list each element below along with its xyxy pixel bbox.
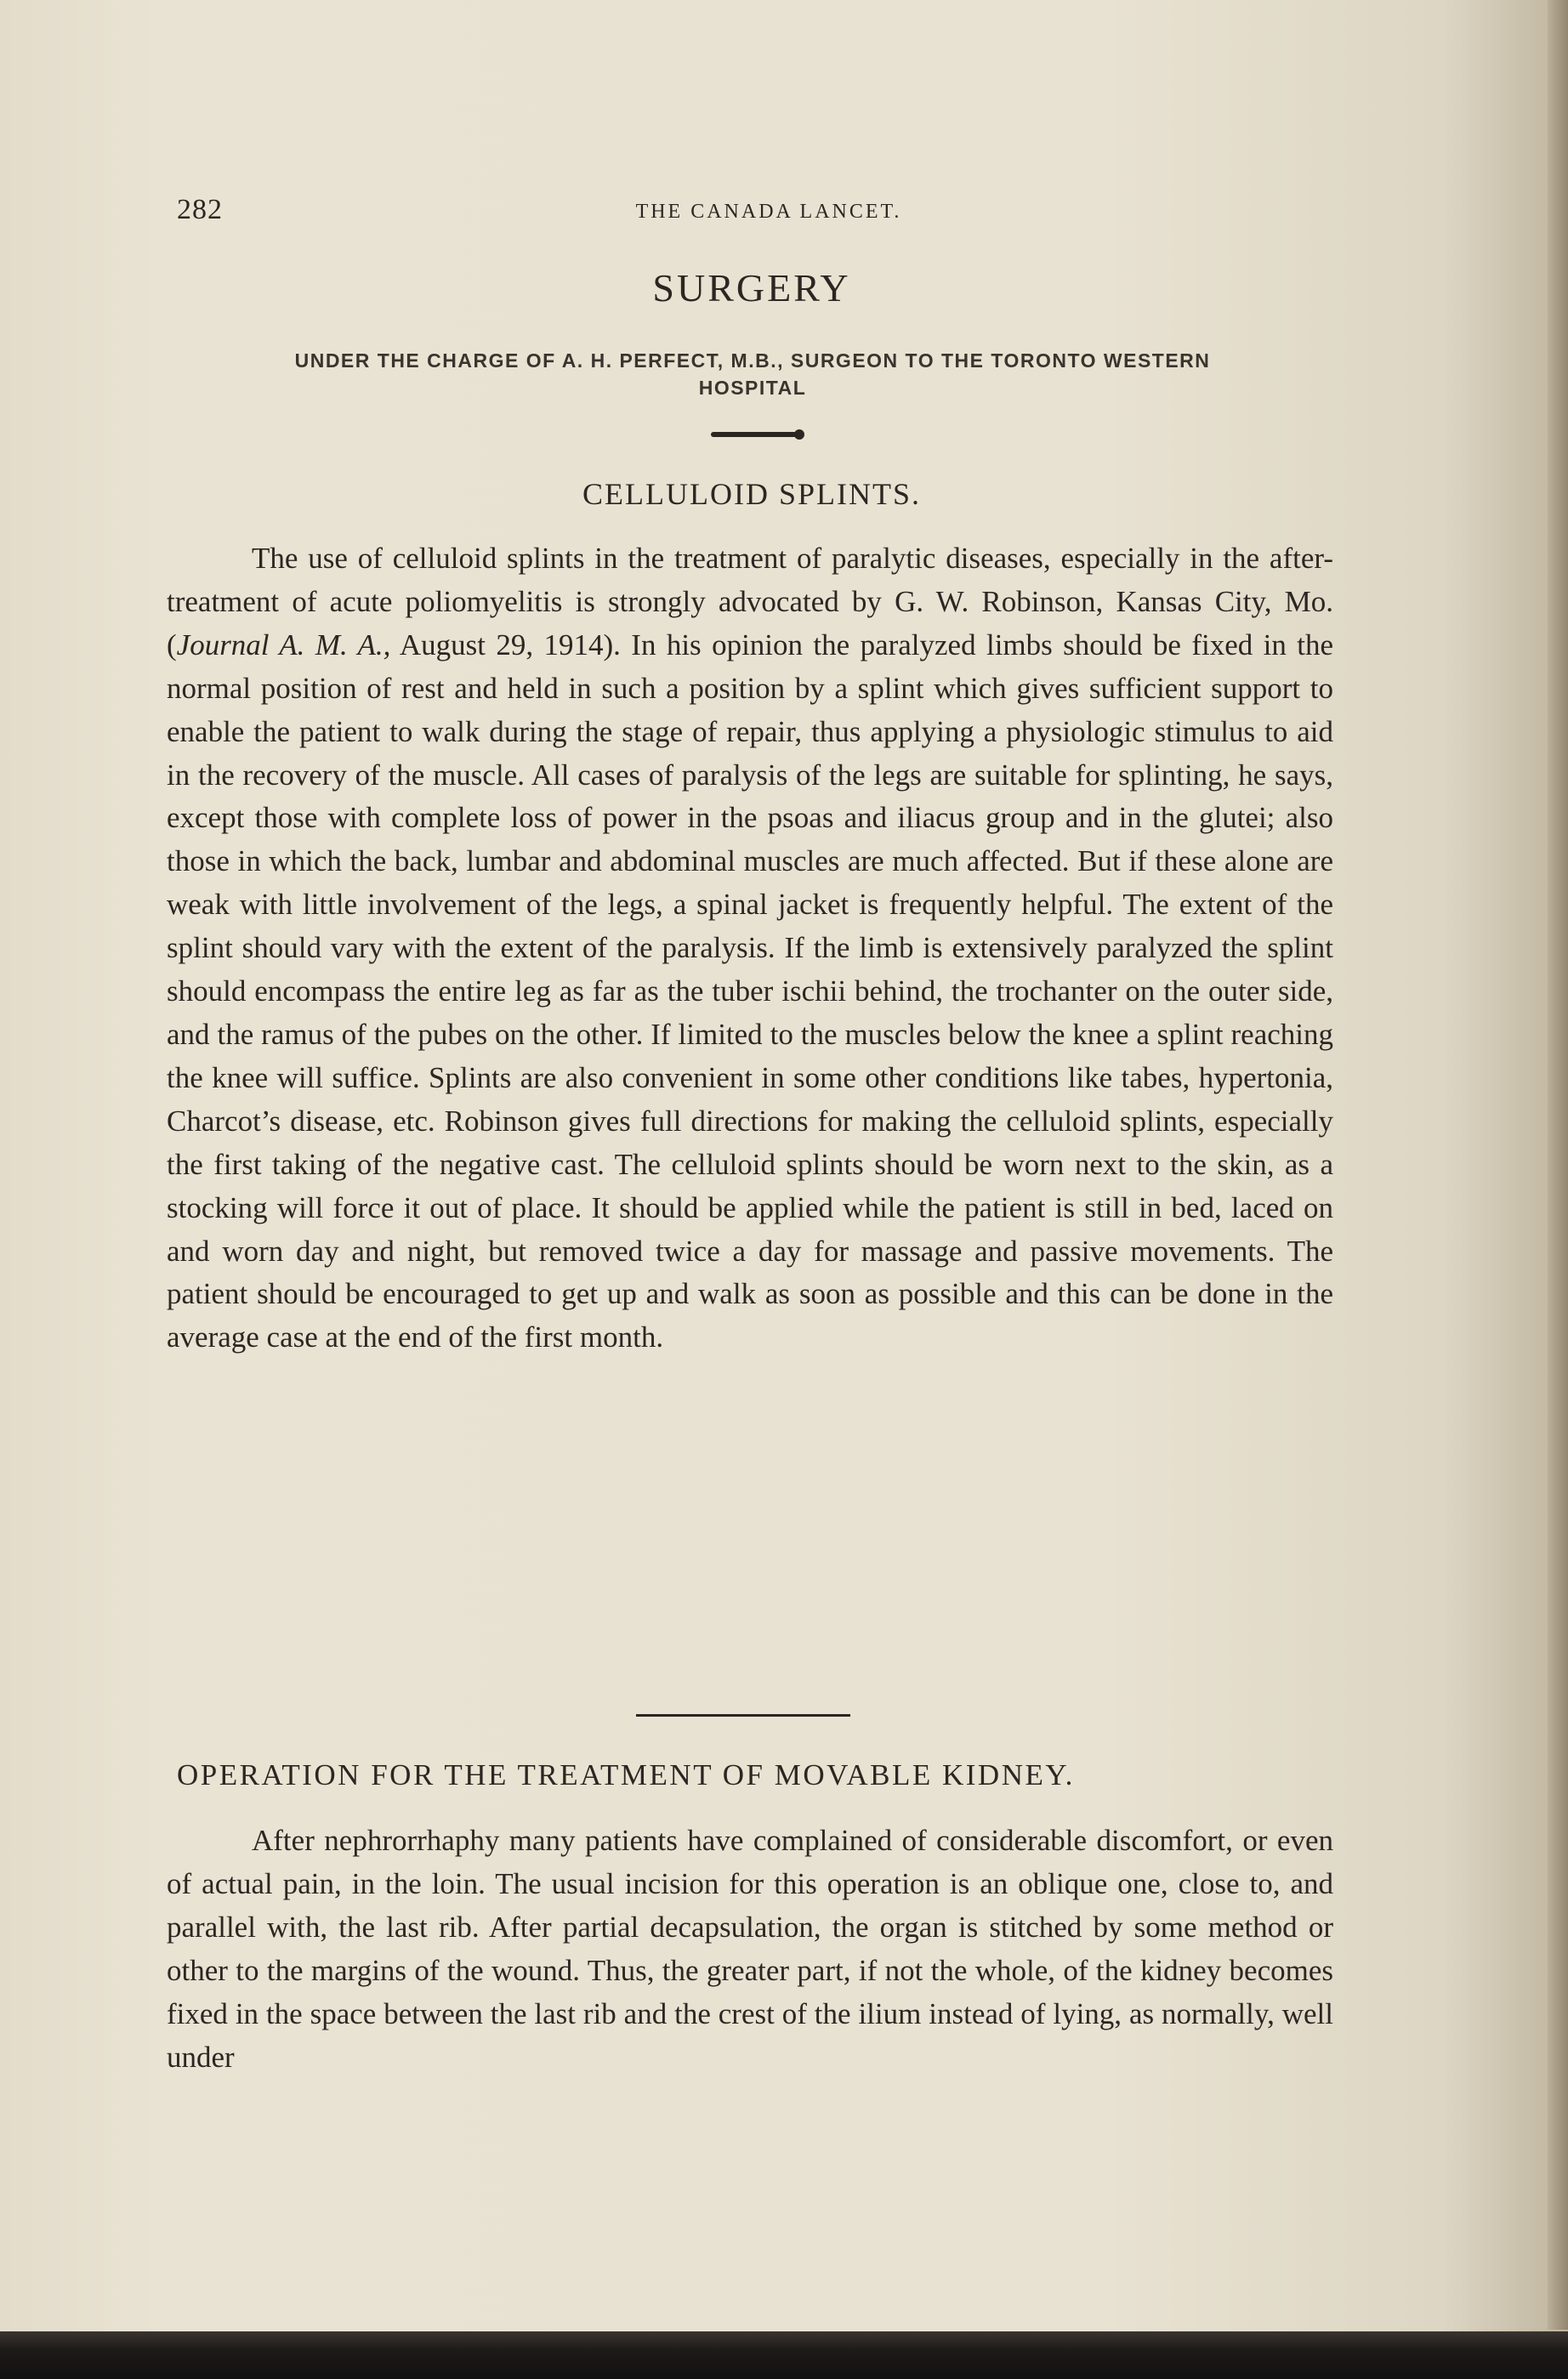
journal-citation: Journal A. M. A., bbox=[176, 627, 391, 661]
page-edge-shadow bbox=[1548, 0, 1568, 2330]
paragraph-text-part: August 29, 1914). In his opinion the paralyzed limbs should be fixed in the normal position of rest and held in such a position by a splint which gives sufficient support to enable the patient to walk during the stage of repair, thus applying a physiologic stimulus to aid in the recovery of the muscle. All cases of paralysis of the legs are suitable for splinting, he says, except those with complete loss of power in the psoas and iliacus group and in the glutei; also those in which the back, lumbar and abdominal muscles are much affected. But if these alone are weak with little involvement of the legs, a spinal jacket is frequently helpful. The extent of the splint should vary with the extent of the paralysis. If the limb is extensively paralyzed the splint should encompass the entire leg as far as the tuber ischii behind, the trochanter on the outer side, and the ramus of the pubes on the other. If limited to the muscles below the knee a splint reaching the knee will suffice. Splints are also convenient in some other conditions like tabes, hypertonia, Charcot’s disease, etc. Robinson gives full directions for making the celluloid splints, especially the first taking of the negative cast. The celluloid splints should be worn next to the skin, as a stocking will force it out of place. It should be applied while the patient is still in bed, laced on and worn day and night, but removed twice a day for massage and passive movements. The patient should be encouraged to get up and walk as soon as possible and this can be done in the average case at the end of the first month. bbox=[167, 627, 1334, 1354]
scan-bottom-edge bbox=[0, 2331, 1568, 2379]
article-heading-celluloid-splints: CELLULOID SPLINTS. bbox=[582, 477, 921, 511]
article-paragraph-movable-kidney: After nephrorrhaphy many patients have complained of considerable discomfort, or even of actual pain, in the loin. The usual incision for this operation is an oblique one, close to, and parallel with, the last rib. After partial decapsulation, the organ is stitched by some method or other to the margins of the wound. Thus, the greater part, if not the whole, of the kidney becomes fixed in the space between the last rib and the crest of the ilium instead of lying, as normally, well under bbox=[167, 1824, 1333, 2074]
running-head bbox=[177, 194, 1327, 235]
paragraph-text-part: The use of celluloid splints in the treatment of paralytic diseases, especially in the after-treatment of acute poliomyelitis is strongly advocated by G. W. Robinson, Kansas City, Mo. ( bbox=[167, 542, 1333, 661]
article-heading-movable-kidney: OPERATION FOR THE TREATMENT OF MOVABLE KIDNEY. bbox=[177, 1758, 1075, 1791]
section-editor-note: UNDER THE CHARGE OF A. H. PERFECT, M.B., SURGEON TO THE TORONTO WESTERN HOSPITAL bbox=[294, 349, 1211, 399]
journal-title: THE CANADA LANCET. bbox=[635, 201, 902, 223]
article-paragraph-celluloid-splints bbox=[167, 537, 1333, 1360]
section-title: SURGERY bbox=[652, 266, 851, 309]
ornament-divider bbox=[711, 432, 799, 437]
page-number: 282 bbox=[177, 194, 223, 225]
article-divider-rule bbox=[636, 1714, 850, 1717]
